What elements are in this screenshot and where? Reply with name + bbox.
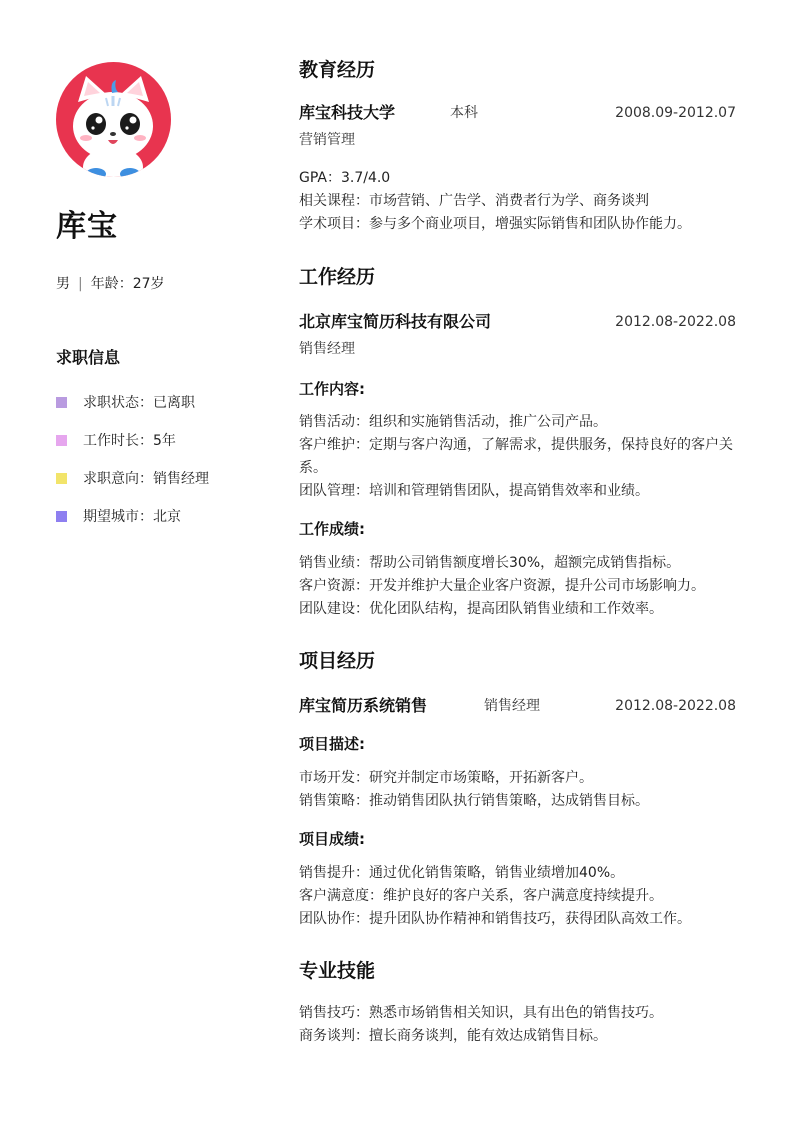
job-intent-item <box>56 506 256 526</box>
major: 营销管理 <box>299 132 355 148</box>
job-intent-item <box>56 392 256 412</box>
work-result-line: 客户资源：开发并维护大量企业客户资源，提升公司市场影响力。 <box>299 578 705 594</box>
position-bullet-icon <box>56 473 67 484</box>
project-role: 销售经理 <box>484 698 540 714</box>
work-result-line: 销售业绩：帮助公司销售额度增长30%，超额完成销售指标。 <box>299 555 681 571</box>
project-desc-line: 销售策略：推动销售团队执行销售策略，达成销售目标。 <box>299 793 649 809</box>
project-results-heading: 项目成绩: <box>299 830 365 848</box>
city-bullet-icon <box>56 511 67 522</box>
gender: 男 <box>56 276 70 292</box>
work-date: 2012.08-2022.08 <box>615 314 736 330</box>
project-desc-heading: 项目描述: <box>299 735 365 753</box>
duration-bullet-icon <box>56 435 67 446</box>
job-intent-label: 求职状态：已离职 <box>83 395 195 411</box>
school-name: 库宝科技大学 <box>299 103 396 122</box>
job-intent-heading: 求职信息 <box>56 348 121 367</box>
company-name: 北京库宝简历科技有限公司 <box>299 312 492 331</box>
project-desc-line: 市场开发：研究并制定市场策略，开拓新客户。 <box>299 770 593 786</box>
work-content-line: 客户维护：定期与客户沟通，了解需求，提供服务，保持良好的客户关系。 <box>299 437 733 476</box>
status-bullet-icon <box>56 397 67 408</box>
skills-heading: 专业技能 <box>299 960 376 982</box>
education-line: 相关课程：市场营销、广告学、消费者行为学、商务谈判 <box>299 193 649 209</box>
education-date: 2008.09-2012.07 <box>615 105 736 121</box>
job-intent-item <box>56 430 256 450</box>
candidate-name: 库宝 <box>56 209 118 244</box>
skill-line: 销售技巧：熟悉市场销售相关知识，具有出色的销售技巧。 <box>299 1005 663 1021</box>
work-content-line: 团队管理：培训和管理销售团队，提高销售效率和业绩。 <box>299 483 649 499</box>
skill-line: 商务谈判：擅长商务谈判，能有效达成销售目标。 <box>299 1028 607 1044</box>
work-content-line: 销售活动：组织和实施销售活动，推广公司产品。 <box>299 414 607 430</box>
info-separator: | <box>78 276 83 292</box>
project-result-line: 客户满意度：维护良好的客户关系，客户满意度持续提升。 <box>299 888 663 904</box>
age: 年龄：27岁 <box>90 276 165 292</box>
job-intent-list <box>56 392 256 526</box>
project-name: 库宝简历系统销售 <box>299 696 428 715</box>
project-result-line: 团队协作：提升团队协作精神和销售技巧，获得团队高效工作。 <box>299 911 691 927</box>
job-intent-label: 工作时长：5年 <box>83 433 176 449</box>
project-heading: 项目经历 <box>299 650 376 672</box>
work-content-heading: 工作内容: <box>299 380 365 398</box>
education-line: 学术项目：参与多个商业项目，增强实际销售和团队协作能力。 <box>299 216 691 232</box>
work-results-heading: 工作成绩: <box>299 520 365 538</box>
project-result-line: 销售提升：通过优化销售策略，销售业绩增加40%。 <box>299 865 625 881</box>
degree: 本科 <box>450 105 478 121</box>
position: 销售经理 <box>299 341 355 357</box>
work-header-row <box>299 309 739 335</box>
education-header-row <box>299 100 739 126</box>
education-heading: 教育经历 <box>299 59 376 81</box>
avatar <box>56 62 171 177</box>
project-header-row <box>299 693 739 719</box>
cat-mascot-icon <box>56 62 171 177</box>
education-line: GPA：3.7/4.0 <box>299 170 391 186</box>
main-content <box>299 56 739 1048</box>
project-date: 2012.08-2022.08 <box>615 698 736 714</box>
job-intent-item <box>56 468 256 488</box>
work-heading: 工作经历 <box>299 266 376 288</box>
sidebar <box>56 62 256 544</box>
job-intent-label: 期望城市：北京 <box>83 509 181 525</box>
work-result-line: 团队建设：优化团队结构，提高团队销售业绩和工作效率。 <box>299 601 663 617</box>
basic-info <box>56 273 256 293</box>
job-intent-label: 求职意向：销售经理 <box>83 471 209 487</box>
